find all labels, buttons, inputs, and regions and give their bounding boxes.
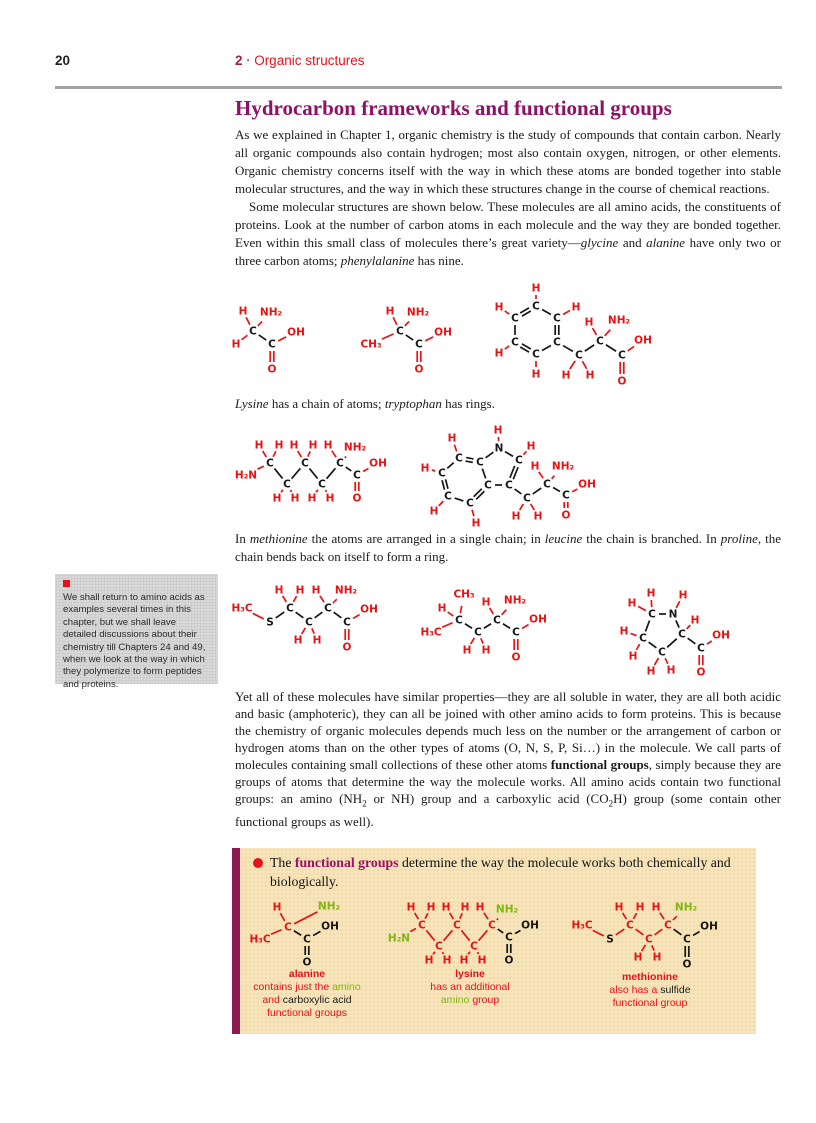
svg-text:C: C	[618, 349, 626, 362]
svg-text:H: H	[295, 584, 305, 597]
svg-text:C: C	[562, 489, 570, 502]
caption-alanine	[237, 968, 377, 1020]
svg-text:H: H	[584, 316, 594, 329]
chapter-separator-dot: ·	[246, 55, 251, 67]
svg-text:H: H	[459, 954, 469, 967]
svg-text:H: H	[323, 439, 333, 452]
caption-alanine-line: functional groups	[267, 1007, 347, 1019]
molecule-alanine	[358, 282, 473, 377]
svg-text:H: H	[424, 954, 434, 967]
svg-text:H: H	[290, 492, 300, 505]
svg-text:H: H	[494, 301, 504, 314]
caption-methionine-line: functional group	[612, 997, 688, 1009]
svg-text:H: H	[293, 634, 303, 647]
svg-text:C: C	[318, 478, 326, 491]
chapter-number: 2	[235, 53, 243, 68]
svg-text:H: H	[272, 492, 282, 505]
svg-text:H: H	[311, 584, 321, 597]
caption-lysine	[395, 968, 545, 1007]
svg-text:CH₃: CH₃	[453, 588, 475, 601]
svg-text:H₃C: H₃C	[420, 626, 442, 639]
svg-text:OH: OH	[529, 613, 547, 626]
svg-text:H: H	[614, 901, 624, 914]
svg-text:C: C	[444, 490, 452, 503]
caption-alanine-line: alanine	[288, 968, 326, 980]
svg-text:NH₂: NH₂	[674, 901, 698, 914]
svg-text:H₃C: H₃C	[571, 919, 593, 932]
svg-text:C: C	[415, 338, 423, 351]
svg-text:H: H	[526, 440, 536, 453]
svg-text:H: H	[274, 439, 284, 452]
svg-text:NH₂: NH₂	[551, 460, 575, 473]
svg-text:C: C	[455, 614, 463, 627]
svg-text:C: C	[488, 919, 496, 932]
caption-methionine-line: also has a sulfide	[609, 984, 691, 996]
svg-text:H: H	[531, 282, 541, 295]
svg-text:S: S	[606, 933, 614, 946]
svg-text:H: H	[462, 644, 472, 657]
svg-text:OH: OH	[360, 603, 378, 616]
svg-text:C: C	[512, 626, 520, 639]
molecule-box-methionine	[570, 899, 735, 975]
svg-text:C: C	[553, 312, 561, 325]
svg-text:H: H	[530, 460, 540, 473]
svg-text:C: C	[697, 642, 705, 655]
chapter-title: Organic structures	[254, 53, 365, 68]
svg-text:C: C	[678, 628, 686, 641]
svg-text:OH: OH	[321, 920, 339, 933]
svg-text:C: C	[453, 919, 461, 932]
svg-text:C: C	[284, 921, 292, 934]
svg-text:C: C	[249, 325, 257, 338]
svg-text:H: H	[481, 596, 491, 609]
chapter-header	[235, 53, 364, 68]
caption-lysine-line: amino group	[440, 994, 500, 1006]
svg-text:H₂N: H₂N	[387, 932, 411, 945]
svg-text:C: C	[301, 457, 309, 470]
svg-text:H: H	[471, 517, 481, 530]
margin-note-text: We shall return to amino acids as examples several times in this chapter, but we shall leave detailed discussions about their chemistry till Chapters 24 and 49, when we look at the way in which they polymerize to form peptides and proteins.	[63, 592, 206, 690]
svg-text:NH₂: NH₂	[503, 594, 527, 607]
svg-text:H: H	[533, 510, 543, 523]
paragraph-1: As we explained in Chapter 1, organic chemistry is the study of compounds that contain carbon. Nearly all organic compounds also contain hydrogen; most also contain oxygen, nitrogen, or other elements. Organic chemistry concerns itself with the way in which these atoms are bonded together into stable molecular structures, and the way in which these structures change in the course of chemical reactions.	[235, 127, 781, 196]
svg-text:H: H	[254, 439, 264, 452]
svg-text:H: H	[585, 369, 595, 382]
caption-lysine-line: has an additional	[430, 981, 510, 993]
svg-text:H: H	[635, 901, 645, 914]
svg-text:NH₂: NH₂	[259, 306, 283, 319]
molecule-leucine	[420, 586, 565, 668]
caption-methionine	[570, 971, 730, 1010]
svg-text:H: H	[312, 634, 322, 647]
svg-text:H: H	[627, 597, 637, 610]
svg-text:H: H	[531, 368, 541, 381]
svg-text:NH₂: NH₂	[334, 584, 358, 597]
svg-text:O: O	[504, 954, 514, 967]
svg-text:H₃C: H₃C	[231, 602, 253, 615]
svg-text:S: S	[266, 616, 274, 629]
svg-text:C: C	[511, 312, 519, 325]
svg-text:H: H	[477, 954, 487, 967]
svg-text:CH₃: CH₃	[360, 338, 382, 351]
svg-text:O: O	[352, 492, 362, 505]
svg-text:N: N	[494, 442, 504, 455]
svg-text:H: H	[494, 347, 504, 360]
svg-text:C: C	[353, 469, 361, 482]
svg-text:NH₂: NH₂	[495, 903, 519, 916]
red-bullet-icon	[253, 858, 263, 868]
svg-text:O: O	[511, 651, 521, 664]
svg-text:C: C	[664, 919, 672, 932]
svg-text:C: C	[283, 478, 291, 491]
svg-text:H: H	[426, 901, 436, 914]
svg-text:C: C	[532, 300, 540, 313]
svg-text:OH: OH	[634, 334, 652, 347]
lysine-tryptophan-caption: Lysine has a chain of atoms; tryptophan has rings.	[235, 396, 495, 411]
svg-text:H: H	[646, 587, 656, 600]
svg-text:H₃C: H₃C	[249, 933, 271, 946]
svg-text:OH: OH	[578, 478, 596, 491]
molecule-proline	[598, 582, 733, 682]
svg-text:O: O	[342, 641, 352, 654]
svg-text:H₂N: H₂N	[234, 469, 258, 482]
svg-text:H: H	[289, 439, 299, 452]
svg-text:H: H	[646, 665, 656, 678]
paragraph-4: Yet all of these molecules have similar properties—they are all soluble in water, they are all both acidic and basic (amphoteric), they can all be joined with other amino acids to form proteins. This is because the chemistry of organic molecules depends much less on the number or the arrangement of carbon or hydrogen atoms than on the other types of atoms (O, N, S, P, Si…) in the molecule. We call parts of molecules containing small collections of these other atoms functional groups, simply because they are groups of atoms that determine the way the molecule works. All amino acids contain two functional groups: an amino ($NH_2$ or NH) group and a carboxylic acid $(CO_2H)$ group (some contain other functional groups as well).	[235, 689, 781, 829]
svg-text:C: C	[626, 919, 634, 932]
section-title: Hydrocarbon frameworks and functional groups	[235, 96, 672, 120]
svg-text:C: C	[324, 602, 332, 615]
svg-text:O: O	[561, 509, 571, 522]
svg-text:OH: OH	[521, 919, 539, 932]
svg-text:H: H	[308, 439, 318, 452]
svg-text:H: H	[571, 301, 581, 314]
highlight-box-text: The functional groups determine the way the molecule works both chemically and biologically.	[270, 855, 731, 889]
svg-text:H: H	[652, 951, 662, 964]
molecule-box-lysine	[386, 897, 548, 973]
svg-text:NH₂: NH₂	[343, 441, 367, 454]
svg-text:C: C	[474, 626, 482, 639]
svg-text:H: H	[619, 625, 629, 638]
caption-methionine-line: methionine	[621, 971, 678, 983]
svg-text:C: C	[596, 335, 604, 348]
caption-alanine-line: and carboxylic acid	[262, 994, 352, 1006]
svg-text:H: H	[231, 338, 241, 351]
svg-text:C: C	[466, 497, 474, 510]
svg-text:H: H	[406, 901, 416, 914]
header-rule	[55, 86, 782, 89]
svg-text:H: H	[561, 369, 571, 382]
svg-text:OH: OH	[287, 326, 305, 339]
svg-text:C: C	[532, 348, 540, 361]
svg-text:C: C	[435, 940, 443, 953]
svg-text:C: C	[266, 457, 274, 470]
svg-text:H: H	[493, 424, 503, 437]
svg-text:N: N	[668, 608, 678, 621]
svg-text:H: H	[460, 901, 470, 914]
svg-text:OH: OH	[712, 629, 730, 642]
svg-text:H: H	[385, 305, 395, 318]
svg-text:NH₂: NH₂	[406, 306, 430, 319]
svg-text:C: C	[418, 919, 426, 932]
molecule-glycine	[225, 282, 325, 377]
svg-text:H: H	[441, 901, 451, 914]
svg-text:H: H	[325, 492, 335, 505]
svg-text:C: C	[286, 602, 294, 615]
svg-text:H: H	[651, 901, 661, 914]
svg-text:O: O	[617, 375, 627, 388]
paragraph-2: Some molecular structures are shown below. These molecules are all amino acids, the constituents of proteins. Look at the number of carbon atoms in each molecule and the way they are bonded together. Even within this small class of molecules there’s great variety—glycine and alanine have only two or three carbon atoms; phenylalanine has nine.	[235, 199, 781, 268]
svg-text:O: O	[267, 363, 277, 376]
svg-text:C: C	[268, 338, 276, 351]
svg-text:C: C	[305, 616, 313, 629]
paragraph-3: In methionine the atoms are arranged in a single chain; in leucine the chain is branched. In proline, the chain bends back on itself to form a ring.	[235, 531, 781, 564]
svg-text:C: C	[455, 452, 463, 465]
svg-text:C: C	[523, 492, 531, 505]
molecule-box-alanine	[249, 897, 372, 969]
svg-text:OH: OH	[700, 920, 718, 933]
svg-text:H: H	[274, 584, 284, 597]
svg-text:C: C	[505, 479, 513, 492]
molecule-lysine	[232, 428, 397, 513]
molecule-phenylalanine	[495, 282, 655, 387]
svg-text:H: H	[437, 602, 447, 615]
svg-text:H: H	[475, 901, 485, 914]
svg-text:H: H	[238, 305, 248, 318]
svg-text:C: C	[476, 456, 484, 469]
svg-text:C: C	[648, 608, 656, 621]
molecule-methionine	[230, 582, 395, 662]
molecule-tryptophan	[420, 422, 600, 532]
caption-lysine-line: lysine	[455, 968, 485, 980]
svg-text:C: C	[493, 614, 501, 627]
svg-text:H: H	[442, 954, 452, 967]
svg-text:H: H	[307, 492, 317, 505]
intro-paragraphs	[235, 126, 781, 270]
svg-text:O: O	[696, 666, 706, 679]
svg-text:OH: OH	[434, 326, 452, 339]
svg-text:C: C	[645, 933, 653, 946]
svg-text:C: C	[396, 325, 404, 338]
svg-text:H: H	[429, 505, 439, 518]
margin-note	[55, 574, 218, 690]
svg-text:H: H	[420, 462, 430, 475]
svg-text:H: H	[481, 644, 491, 657]
page-number: 20	[55, 53, 71, 68]
svg-text:C: C	[639, 632, 647, 645]
svg-text:C: C	[515, 454, 523, 467]
caption-alanine-line: contains just the amino	[253, 981, 361, 993]
svg-text:H: H	[678, 589, 688, 602]
note-bullet-square	[63, 580, 70, 587]
svg-text:C: C	[438, 467, 446, 480]
svg-text:H: H	[666, 664, 676, 677]
svg-text:C: C	[575, 349, 583, 362]
svg-text:C: C	[553, 336, 561, 349]
svg-text:C: C	[336, 457, 344, 470]
svg-text:NH₂: NH₂	[317, 900, 341, 913]
svg-text:H: H	[633, 951, 643, 964]
svg-text:C: C	[511, 336, 519, 349]
svg-text:O: O	[302, 956, 312, 969]
svg-text:OH: OH	[369, 457, 387, 470]
svg-text:O: O	[414, 363, 424, 376]
svg-text:C: C	[470, 940, 478, 953]
svg-text:H: H	[628, 650, 638, 663]
svg-text:H: H	[690, 614, 700, 627]
svg-text:C: C	[343, 616, 351, 629]
svg-text:C: C	[303, 933, 311, 946]
svg-text:O: O	[682, 958, 692, 971]
svg-text:H: H	[447, 432, 457, 445]
svg-text:C: C	[543, 478, 551, 491]
svg-text:C: C	[658, 646, 666, 659]
svg-text:NH₂: NH₂	[607, 314, 631, 327]
svg-text:H: H	[272, 901, 282, 914]
svg-text:H: H	[511, 510, 521, 523]
svg-text:C: C	[683, 933, 691, 946]
svg-text:C: C	[505, 931, 513, 944]
svg-text:C: C	[484, 479, 492, 492]
